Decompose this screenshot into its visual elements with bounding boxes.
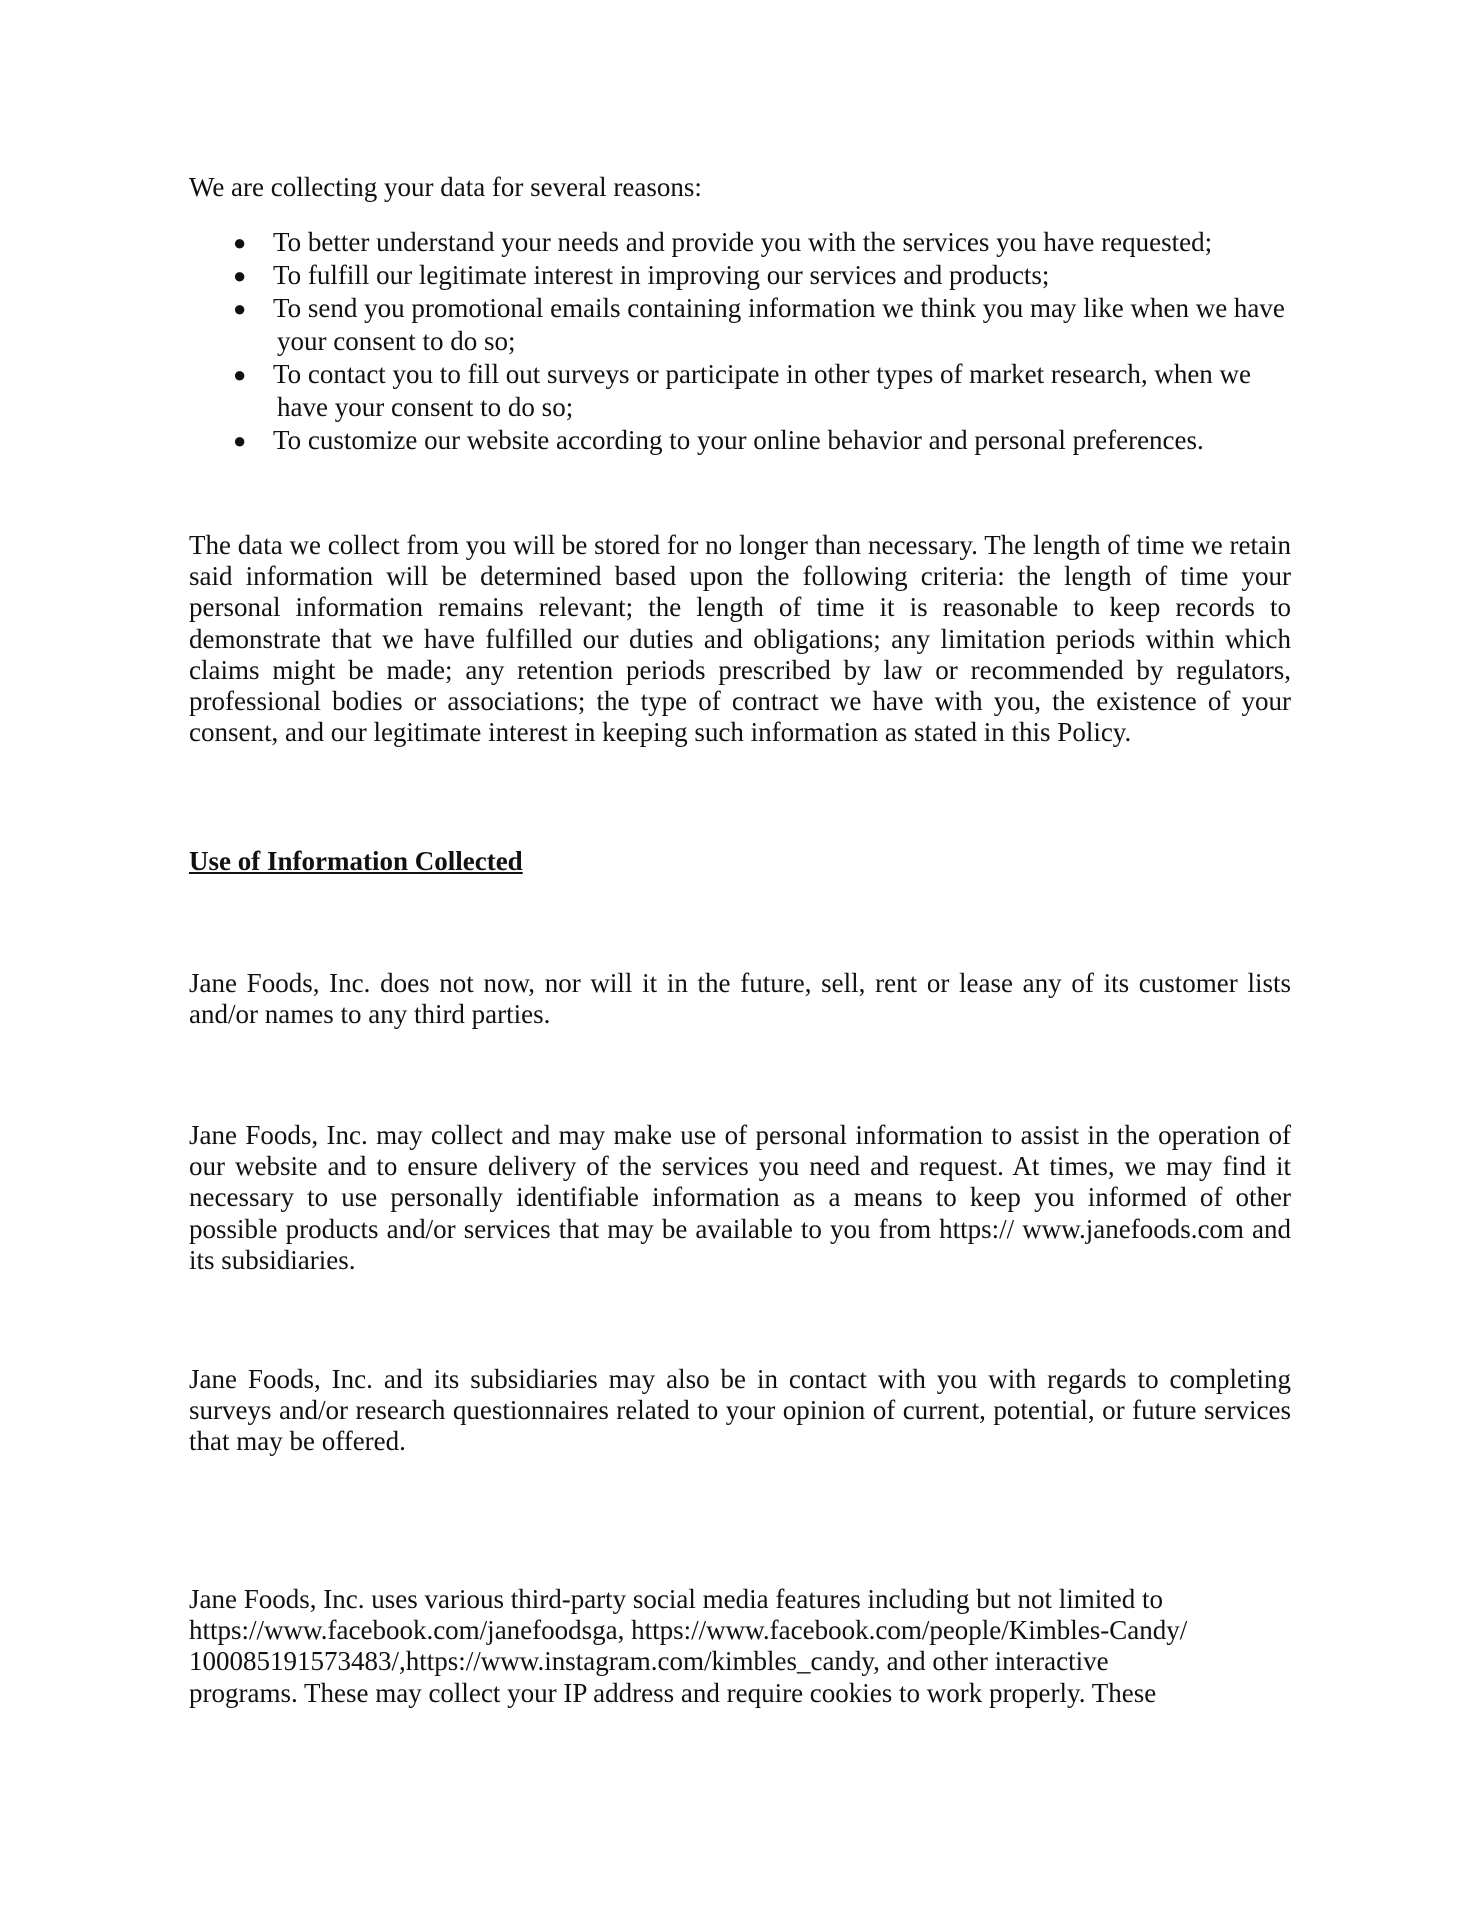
social-media-paragraph <box>189 1584 1269 1709</box>
intro-text: We are collecting your data for several reasons: <box>189 172 702 202</box>
list-item-text: To contact you to fill out surveys or participate in other types of market research, when we have your consent to do so; <box>273 359 1252 422</box>
social-media-line: Jane Foods, Inc. uses various third-party social media features including but not limited to <box>189 1584 1164 1614</box>
list-item <box>189 226 1291 259</box>
social-media-line: 100085191573483/,https://www.instagram.com/kimbles_candy, and other interactive <box>189 1646 1109 1677</box>
list-item <box>189 358 1291 424</box>
list-item-text: To better understand your needs and provide you with the services you have requested; <box>273 227 1213 257</box>
surveys-paragraph: Jane Foods, Inc. and its subsidiaries may also be in contact with you with regards to completing surveys and/or research questionnaires related to your opinion of current, potential, or future services that may be offered. <box>189 1364 1291 1457</box>
no-sale-paragraph: Jane Foods, Inc. does not now, nor will it in the future, sell, rent or lease any of its customer lists and/or names to any third parties. <box>189 968 1291 1030</box>
bullet-icon: ● <box>233 263 247 288</box>
section-heading: Use of Information Collected <box>189 846 523 876</box>
retention-paragraph: The data we collect from you will be stored for no longer than necessary. The length of time we retain said information will be determined based upon the following criteria: the length of time your personal information remains relevant; the length of time it is reasonable to keep records to demonstrate that we have fulfilled our duties and obligations; any limitation periods within which claims might be made; any retention periods prescribed by law or recommended by regulators, professional bodies or associations; the type of contract we have with you, the existence of your consent, and our legitimate interest in keeping such information as stated in this Policy. <box>189 530 1291 748</box>
list-item-text: To send you promotional emails containing information we think you may like when we have your consent to do so; <box>273 293 1285 356</box>
bullet-icon: ● <box>233 428 247 453</box>
bullet-icon: ● <box>233 362 247 387</box>
list-item <box>189 424 1291 457</box>
list-item-text: To customize our website according to your online behavior and personal preferences. <box>273 425 1204 455</box>
list-item <box>189 292 1291 358</box>
collection-paragraph: Jane Foods, Inc. may collect and may make use of personal information to assist in the operation of our website and to ensure delivery of the services you need and request. At times, we may find it necessary to use personally identifiable information as a means to keep you informed of other possible products and/or services that may be available to you from https:// www.janefoods.com and its subsidiaries. <box>189 1120 1291 1275</box>
social-media-line: https://www.facebook.com/janefoodsga, https://www.facebook.com/people/Kimbles-Candy/ <box>189 1615 1188 1646</box>
bullet-icon: ● <box>233 230 247 255</box>
social-media-line: programs. These may collect your IP address and require cookies to work properly. These <box>189 1677 1157 1708</box>
bullet-icon: ● <box>233 296 247 321</box>
list-item-text: To fulfill our legitimate interest in improving our services and products; <box>273 260 1050 290</box>
list-item <box>189 259 1291 292</box>
reasons-list <box>189 226 1291 457</box>
